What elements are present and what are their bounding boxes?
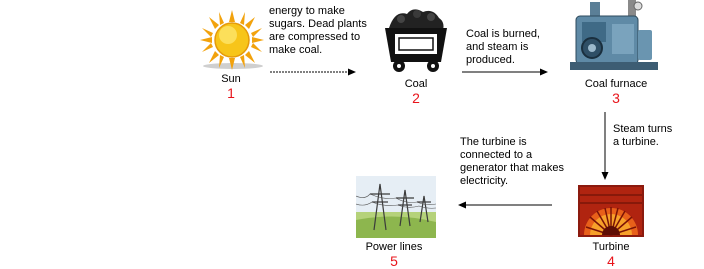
caption-line: Steam turns: [613, 123, 673, 135]
caption-furnace-to-turbine: [613, 123, 693, 149]
coal-label: Coal: [404, 78, 428, 90]
caption-coal-to-furnace: [466, 28, 556, 67]
caption-line: a turbine.: [613, 136, 659, 148]
caption-line: generator that makes: [460, 162, 564, 174]
furnace-number: 3: [612, 90, 620, 106]
power-lines-label: Power lines: [365, 241, 423, 253]
caption-turbine-to-lines: [460, 136, 580, 188]
turbine-label: Turbine: [592, 241, 630, 253]
arrow-sun-to-coal: [270, 67, 358, 77]
power-lines-icon: [356, 176, 436, 238]
arrow-turbine-to-lines: [456, 200, 552, 210]
turbine-number: 4: [607, 253, 615, 269]
sun-label: Sun: [221, 73, 241, 85]
sun-number: 1: [227, 85, 235, 101]
caption-line: The turbine is: [460, 136, 527, 148]
coal-number: 2: [412, 90, 420, 106]
turbine-icon: [578, 185, 644, 237]
caption-line: produced.: [466, 54, 515, 66]
caption-line: and steam is: [466, 41, 529, 53]
sun-icon: [195, 8, 269, 74]
caption-line: sugars. Dead plants: [269, 18, 367, 30]
furnace-machine-icon: [568, 0, 660, 74]
caption-line: electricity.: [460, 175, 509, 187]
coal-cart-icon: [381, 4, 451, 74]
arrow-furnace-to-turbine: [600, 112, 610, 182]
power-lines-number: 5: [390, 253, 398, 269]
caption-line: connected to a: [460, 149, 533, 161]
coal-node: [381, 4, 451, 74]
caption-line: make coal.: [269, 44, 323, 56]
furnace-node: [568, 0, 660, 74]
sun-node: [195, 8, 269, 74]
caption-sun-to-coal: [269, 5, 369, 57]
furnace-label: Coal furnace: [584, 78, 648, 90]
power-lines-node: [356, 176, 436, 238]
caption-line: Coal is burned,: [466, 28, 540, 40]
caption-line: are compressed to: [269, 31, 361, 43]
caption-line: energy to make: [269, 5, 345, 17]
arrow-coal-to-furnace: [462, 67, 550, 77]
turbine-node: [578, 185, 644, 237]
